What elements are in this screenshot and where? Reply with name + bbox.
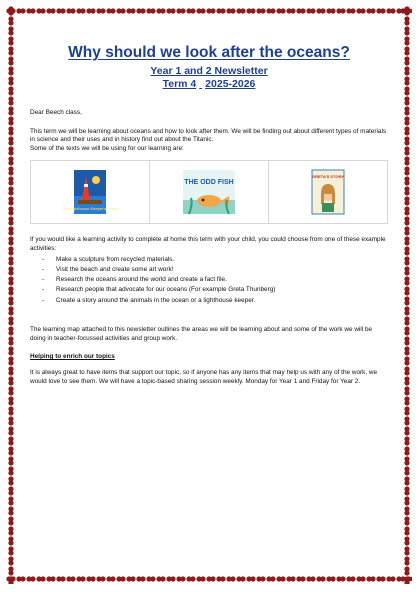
heart-border-bottom <box>6 574 412 584</box>
intro-paragraph: This term we will be learning about oceans and how to look after them. We will be finding out about different types of materials in science and their uses and in history find out about the Titanic. <box>30 127 387 144</box>
dash-bullet: - <box>42 296 45 304</box>
odd-fish-book-cover-icon <box>183 170 235 214</box>
texts-line: Some of the texts we will be using for our learning are: <box>30 144 184 152</box>
book-2-cover-text: THE ODD FISH <box>184 179 234 187</box>
term-heading <box>30 78 388 90</box>
dash-bullet: - <box>42 276 45 284</box>
term-years: 2025-2026 <box>205 78 256 90</box>
helping-heading: Helping to enrich our topics <box>30 353 115 361</box>
dash-bullet: - <box>42 265 45 273</box>
learning-map-paragraph: The learning map attached to this newsletter outlines the areas we will be learning about and some of the work we will be doing in teacher-focussed activities and group work. <box>30 326 373 342</box>
newsletter-content <box>30 44 388 386</box>
book-cell <box>31 161 150 223</box>
list-item <box>42 255 388 265</box>
activity-text: Make a sculpture from recycled materials. <box>56 255 175 263</box>
book-1-cover-text: The Lighthouse Keeper's Lunch <box>61 206 119 212</box>
activity-text: Visit the beach and create some art work! <box>56 265 174 273</box>
dash-bullet: - <box>42 255 45 263</box>
book-cell <box>269 161 387 223</box>
heart-border-top <box>6 6 412 16</box>
greeting: Dear Beech class, <box>30 109 82 116</box>
book-3-cover-text: GRETA'S STORY <box>312 174 344 180</box>
list-item <box>42 275 388 285</box>
heart-border-right <box>402 6 412 584</box>
term-label: Term 4 <box>162 78 197 90</box>
activity-text: Create a story around the animals in the ocean or a lighthouse keeper. <box>56 296 256 304</box>
lighthouse-book-cover-icon <box>61 170 119 214</box>
helping-paragraph: It is always great to have items that support our topic, so if anyone has any items that may help us with any of the work, we would love to see them. We will have a topic-based sharing session weekly. Monday for Year 1 and Friday for Year 2. <box>30 369 378 385</box>
dash-bullet: - <box>42 286 45 294</box>
heart-border-left <box>6 6 16 584</box>
newsletter-subtitle: Year 1 and 2 Newsletter <box>150 65 268 77</box>
activities-list <box>30 255 388 306</box>
activities-intro: If you would like a learning activity to complete at home this term with your child, you could choose from one of these example activities: <box>30 236 386 252</box>
activity-text: Research the oceans around the world and create a fact file. <box>56 276 227 284</box>
list-item <box>42 265 388 275</box>
activity-text: Research people that advocate for our oceans (For example Greta Thunberg) <box>56 286 276 294</box>
list-item <box>42 285 388 295</box>
book-covers-table <box>30 160 388 224</box>
page-title: Why should we look after the oceans? <box>68 44 350 61</box>
greta-book-cover-icon <box>312 170 344 214</box>
book-cell <box>150 161 269 223</box>
list-item <box>42 296 388 306</box>
